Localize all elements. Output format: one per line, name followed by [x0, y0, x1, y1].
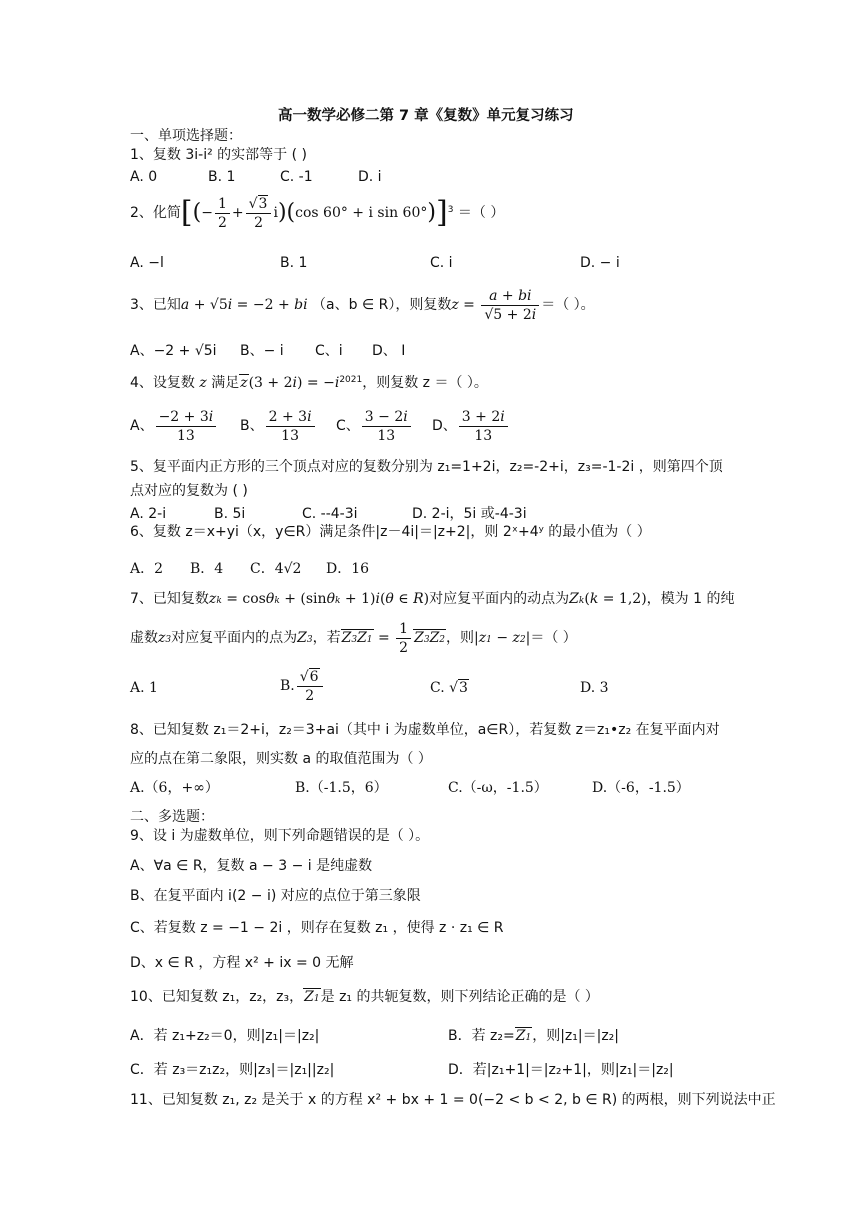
question-6-option-c: C．4√2 — [250, 561, 302, 577]
question-5-option-a: A. 2-i — [130, 506, 167, 522]
question-3-option-c: C、i — [315, 343, 343, 359]
question-6-option-a: A．2 — [130, 561, 164, 577]
section-heading-multiple-choice: 二、多选题： — [130, 809, 214, 825]
question-8-option-d: D.（-6，-1.5） — [592, 780, 690, 796]
question-11-stem: 11、已知复数 z₁, z₂ 是关于 x 的方程 x² + bx + 1 = 0(−2 < b < 2, b ∈ R) 的两根，则下列说法中正 — [130, 1092, 776, 1108]
question-8-line-1: 8、已知复数 z₁＝2+i，z₂＝3+ai（其中 i 为虚数单位，a∈R），若复数 z＝z₁•z₂ 在复平面内对 — [130, 722, 720, 738]
question-1-option-b: B. 1 — [208, 169, 236, 185]
question-5-option-d: D. 2-i，5i 或-4-3i — [412, 506, 527, 522]
question-4-tail: ，则复数 z ＝（ ）。 — [362, 375, 488, 391]
question-1-option-c: C. -1 — [280, 169, 313, 185]
question-8-line-2: 应的点在第二象限，则实数 a 的取值范围为（ ） — [130, 751, 432, 767]
question-4-option-c: C、 $\frac{3 - 2i}{13}$ — [336, 406, 413, 446]
question-4-lead: 4、设复数 — [130, 375, 195, 391]
question-9-stem: 9、设 i 为虚数单位，则下列命题错误的是（ ）。 — [130, 828, 430, 844]
question-3-stem: 3、已知a + √5i = −2 + bi （a、b ∈ R），则复数z = $\frac{a + bi}{√5 + 2i}$ ＝（ ）。 — [130, 287, 595, 323]
question-8-option-a: A.（6，+∞） — [130, 780, 219, 796]
question-4-option-a: A、 $\frac{-2 + 3i}{13}$ — [130, 406, 218, 446]
question-2-stem: 2、化简[(− $\frac{1}{2}$ + $\frac{√3}{2}$ i)(cos 60° + i sin 60°)]$^3$ ＝（ ） — [130, 195, 505, 231]
question-9-option-a: A、∀a ∈ R，复数 a − 3 − i 是纯虚数 — [130, 858, 373, 874]
question-2-option-c: C. i — [430, 255, 453, 271]
question-4-option-b: B、 $\frac{2 + 3i}{13}$ — [240, 406, 317, 446]
page-title: 高一数学必修二第 7 章《复数》单元复习练习 — [278, 108, 574, 124]
question-8-option-b: B.（-1.5，6） — [295, 780, 388, 796]
question-5-option-c: C. --4-3i — [302, 506, 358, 522]
question-3-mid: （a、b ∈ R），则复数 — [312, 297, 452, 313]
question-9-option-b: B、在复平面内 i(2 − i) 对应的点位于第三象限 — [130, 888, 421, 904]
question-2-option-d: D. − i — [580, 255, 620, 271]
question-9-option-c: C、若复数 z = −1 − 2i ，则存在复数 z₁ ，使得 z · z₁ ∈ R — [130, 920, 504, 936]
question-7-line-2: 虚数$z_3$对应复平面内的点为$Z_3$，若$Z_3Z_1$ = $\frac{1}{2}$ $Z_3Z_2$，则$|z_1 - z_2|=$（ ） — [130, 620, 577, 656]
question-10-stem: 10、已知复数 z₁，z₂，z₃，$Z_1$是 z₁ 的共轭复数，则下列结论正确的是（ ） — [130, 989, 599, 1005]
question-2-lead: 2、化简 — [130, 205, 181, 221]
question-3-tail: ＝（ ）。 — [541, 297, 595, 313]
question-7-option-c: C. √3 — [430, 680, 468, 696]
question-6-stem: 6、复数 z＝x+yi（x，y∈R）满足条件|z－4i|＝|z+2|，则 2ˣ+4ʸ 的最小值为（ ） — [130, 524, 651, 540]
question-10-option-a: A．若 z₁+z₂＝0，则|z₁|＝|z₂| — [130, 1028, 320, 1044]
question-1-option-d: D. i — [358, 169, 382, 185]
question-4-stem: 4、设复数 z 满足$z(3 + 2i) = -i^{2021}$，则复数 z ＝（ ）。 — [130, 375, 488, 391]
question-3-option-d: D、 I — [372, 343, 406, 359]
question-4-mid: 满足 — [211, 375, 240, 391]
question-7-line-1: 7、已知复数$z_k = \cos\theta_k + (\sin\theta_k + 1)i(\theta$ ∈ R)对应复平面内的动点为$Z_k(k = 1,2)$，模为 1 的纯 — [130, 591, 735, 607]
question-3-option-a: A、−2 + √5i — [130, 343, 217, 359]
question-2-option-a: A. −l — [130, 255, 164, 271]
question-7-option-a: A. 1 — [130, 680, 158, 696]
question-2-tail: ＝（ ） — [457, 205, 505, 221]
question-3-lead: 3、已知 — [130, 297, 181, 313]
question-5-line-2: 点对应的复数为 ( ) — [130, 483, 248, 499]
question-7-option-b: B. $\frac{√6}{2}$ — [280, 666, 325, 706]
question-9-option-d: D、x ∈ R ，方程 x² + ix = 0 无解 — [130, 955, 354, 971]
question-6-option-b: B．4 — [190, 561, 224, 577]
question-7-option-d: D. 3 — [580, 680, 609, 696]
question-5-option-b: B. 5i — [214, 506, 246, 522]
question-10-option-c: C．若 z₃＝z₁z₂，则|z₃|＝|z₁||z₂| — [130, 1062, 335, 1078]
question-3-option-b: B、− i — [240, 343, 284, 359]
section-heading-single-choice: 一、单项选择题： — [130, 128, 242, 144]
question-8-option-c: C.（-ω，-1.5） — [448, 780, 548, 796]
question-1-option-a: A. 0 — [130, 169, 158, 185]
question-6-option-d: D．16 — [326, 561, 370, 577]
question-2-option-b: B. 1 — [280, 255, 308, 271]
question-1-stem: 1、复数 3i-i² 的实部等于 ( ) — [130, 147, 307, 163]
question-10-option-b: B．若 $z_2=Z_1$，则|z₁|＝|z₂| — [448, 1028, 620, 1044]
question-10-option-d: D．若|z₁+1|＝|z₂+1|，则|z₁|＝|z₂| — [448, 1062, 674, 1078]
question-4-option-d: D、 $\frac{3 + 2i}{13}$ — [432, 406, 510, 446]
question-5-line-1: 5、复平面内正方形的三个顶点对应的复数分别为 z₁=1+2i，z₂=-2+i，z₃=-1-2i ，则第四个顶 — [130, 459, 723, 475]
